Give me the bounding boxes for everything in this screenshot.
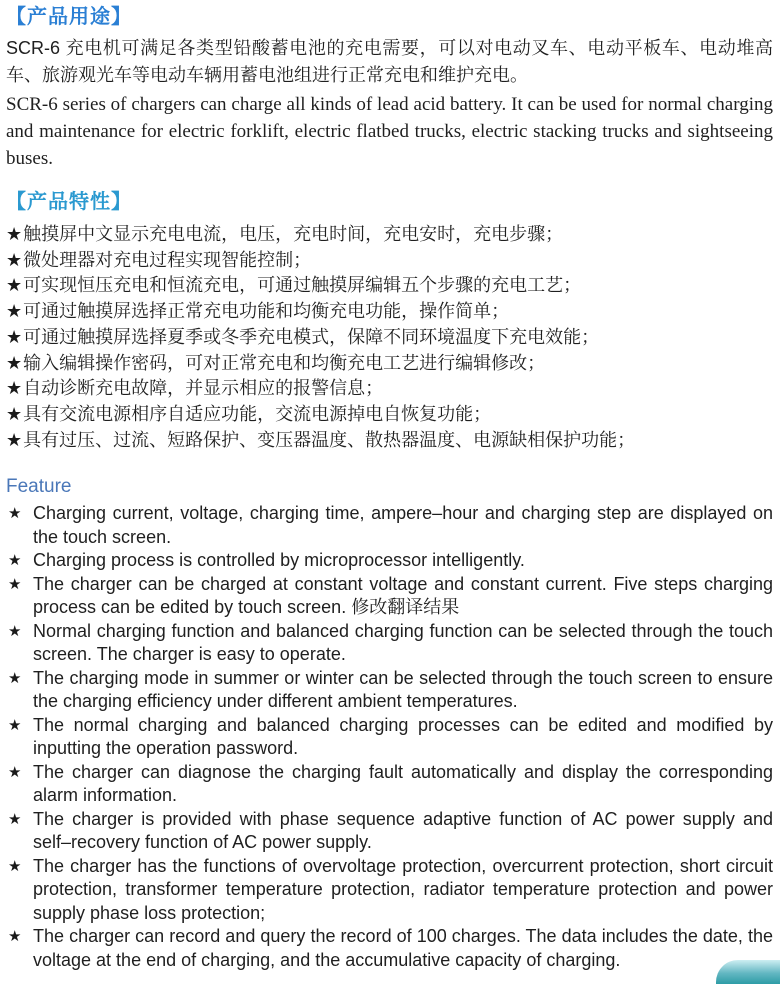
- features-list-en: [6, 502, 773, 972]
- star-icon: ★: [8, 763, 22, 781]
- star-icon: ★: [6, 326, 23, 347]
- feature-item-text: The charger can record and query the record of 100 charges. The data includes the date, the voltage at the end of charging, and the accumulative capacity of charging.: [33, 926, 773, 970]
- features-list-cn: [6, 222, 773, 453]
- star-icon: ★: [6, 352, 23, 373]
- feature-item-cn: [6, 402, 773, 428]
- star-icon: ★: [8, 716, 22, 734]
- star-icon: ★: [8, 857, 22, 875]
- feature-item-cn: [6, 248, 773, 274]
- section-header-feature-en: Feature: [6, 476, 72, 498]
- feature-item-cn: [6, 299, 773, 325]
- feature-item-text: 具有过压、过流、短路保护、变压器温度、散热器温度、电源缺相保护功能；: [23, 429, 636, 450]
- feature-item-cn: [6, 325, 773, 351]
- next-section-corner-graphic: [716, 960, 780, 984]
- feature-item-cn: [6, 222, 773, 248]
- feature-item-text: 具有交流电源相序自适应功能，交流电源掉电自恢复功能；: [23, 403, 492, 424]
- star-icon: ★: [6, 429, 23, 450]
- star-icon: ★: [6, 403, 23, 424]
- feature-item-cn: [6, 428, 773, 454]
- feature-item-en: [6, 925, 773, 972]
- feature-item-text: 微处理器对充电过程实现智能控制；: [23, 249, 312, 270]
- star-icon: ★: [8, 505, 22, 523]
- feature-item-en: [6, 714, 773, 761]
- feature-item-text: 触摸屏中文显示充电电流，电压，充电时间，充电安时，充电步骤；: [23, 224, 564, 244]
- feature-item-en: [6, 549, 773, 573]
- star-icon: ★: [6, 224, 23, 244]
- feature-item-text: 可通过触摸屏选择夏季或冬季充电模式，保障不同环境温度下充电效能；: [23, 326, 600, 347]
- star-icon: ★: [8, 669, 22, 687]
- star-icon: ★: [8, 552, 22, 570]
- feature-item-text: Charging current, voltage, charging time, ampere–hour and charging step are displayed on the touch screen.: [33, 503, 773, 547]
- feature-item-text: The charging mode in summer or winter can be selected through the touch screen to ensure the charging efficiency under different ambient temperatures.: [33, 667, 773, 712]
- star-icon: ★: [6, 275, 23, 296]
- feature-item-en: [6, 761, 773, 808]
- star-icon: ★: [8, 575, 22, 593]
- feature-item-text: Charging process is controlled by microprocessor intelligently.: [33, 550, 525, 571]
- usage-paragraph-en: SCR-6 series of chargers can charge all kinds of lead acid battery. It can be used for normal charging and maintenance for electric forklift, electric flatbed trucks, electric stacking trucks and sightseeing buses.: [6, 94, 773, 169]
- feature-item-text: Normal charging function and balanced charging function can be selected through the touch screen. The charger is easy to operate.: [33, 620, 773, 665]
- feature-item-text: The normal charging and balanced charging processes can be edited and modified by inputting the operation password.: [33, 714, 773, 759]
- feature-item-cn: [6, 273, 773, 299]
- feature-item-en: [6, 855, 773, 926]
- feature-item-text: 输入编辑操作密码，可对正常充电和均衡充电工艺进行编辑修改；: [23, 352, 546, 373]
- usage-paragraph-cn: SCR-6 充电机可满足各类型铅酸蓄电池的充电需要，可以对电动叉车、电动平板车、电动堆高车、旅游观光车等电动车辆用蓄电池组进行正常充电和维护充电。: [6, 38, 773, 85]
- star-icon: ★: [6, 301, 23, 322]
- feature-item-en: [6, 808, 773, 855]
- feature-item-en: [6, 667, 773, 714]
- feature-item-text: 可通过触摸屏选择正常充电功能和均衡充电功能，操作简单；: [23, 301, 510, 322]
- feature-item-cn: [6, 351, 773, 377]
- feature-item-text: 可实现恒压充电和恒流充电，可通过触摸屏编辑五个步骤的充电工艺；: [23, 275, 582, 296]
- feature-item-text: The charger can diagnose the charging fault automatically and display the corresponding alarm information.: [33, 761, 773, 806]
- star-icon: ★: [6, 249, 23, 270]
- feature-item-text: The charger is provided with phase sequence adaptive function of AC power supply and self–recovery function of AC power supply.: [33, 808, 773, 853]
- feature-item-text: 自动诊断充电故障，并显示相应的报警信息；: [23, 378, 384, 399]
- feature-item-en: [6, 502, 773, 549]
- feature-item-cn: [6, 376, 773, 402]
- feature-item-en: [6, 573, 773, 620]
- star-icon: ★: [6, 378, 23, 399]
- feature-item-text: The charger can be charged at constant voltage and constant current. Five steps charging process can be edited by touch screen. 修改翻译结果: [33, 573, 773, 618]
- star-icon: ★: [8, 928, 22, 946]
- section-header-product-usage: 【产品用途】: [6, 6, 132, 28]
- star-icon: ★: [8, 810, 22, 828]
- star-icon: ★: [8, 622, 22, 640]
- feature-item-text: The charger has the functions of overvoltage protection, overcurrent protection, short circuit protection, transformer temperature protection, radiator temperature protection and power supply phase loss protection;: [33, 855, 773, 923]
- feature-item-en: [6, 620, 773, 667]
- section-header-product-features: 【产品特性】: [6, 191, 132, 213]
